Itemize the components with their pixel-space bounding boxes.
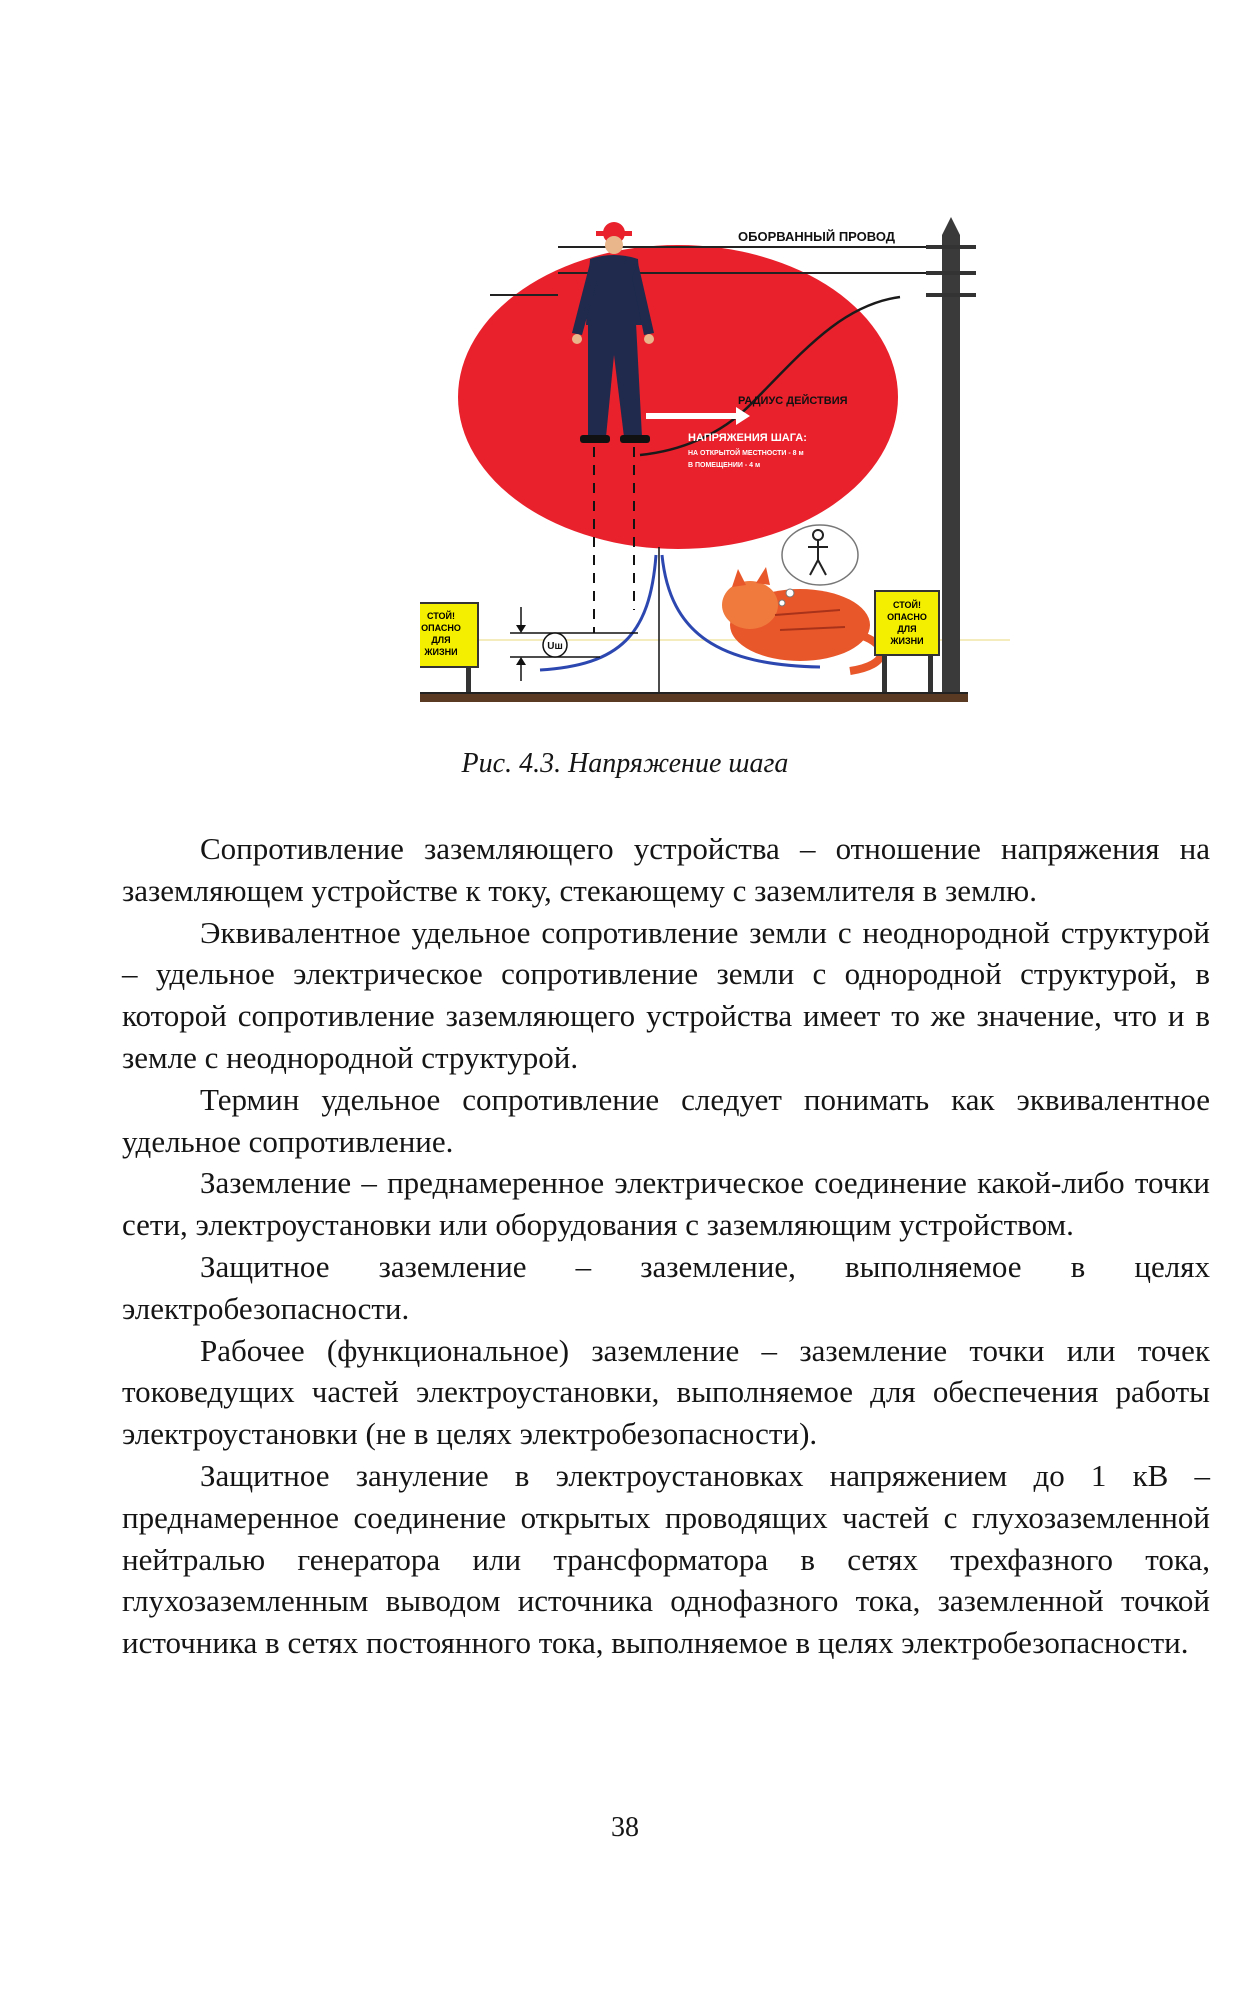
figure-caption: Рис. 4.3. Напряжение шага: [461, 748, 789, 779]
voltmeter-symbol: Uш: [547, 641, 563, 652]
paragraph: Эквивалентное удельное сопротивление земли с неоднородной структурой – удельное электрическое сопротивление земли с однородной структурой, в которой сопротивление заземляющего устройства имеет то же значение, что и в земле с неоднородной структурой.: [122, 914, 1210, 1075]
paragraph: Рабочее (функциональное) заземление – заземление точки или точек токоведущих частей электроустановки, выполняемое для обеспечения работы электроустановки (не в целях электробезопасности).: [122, 1332, 1210, 1452]
warning-sign-right: [875, 591, 939, 697]
paragraph: Термин удельное сопротивление следует понимать как эквивалентное удельное сопротивление.: [122, 1081, 1210, 1159]
svg-text:ЖИЗНИ: ЖИЗНИ: [424, 647, 458, 657]
thought-bubble: [782, 525, 858, 585]
svg-text:ДЛЯ: ДЛЯ: [431, 635, 451, 645]
paragraph: Заземление – преднамеренное электрическое соединение какой-либо точки сети, электроустановки или оборудования с заземляющим устройством.: [122, 1165, 1210, 1243]
pole: [942, 235, 960, 700]
body-text: [122, 828, 1210, 1664]
warning-sign-left: [420, 603, 478, 697]
pole-top: [942, 217, 960, 235]
step-voltage-figure: [420, 215, 1020, 715]
step-voltage-title: НАПРЯЖЕНИЯ ШАГА:: [688, 432, 807, 444]
paragraph: Защитное заземление – заземление, выполняемое в целях электробезопасности.: [122, 1248, 1210, 1326]
svg-text:ЖИЗНИ: ЖИЗНИ: [890, 636, 924, 646]
step-voltage-open: НА ОТКРЫТОЙ МЕСТНОСТИ - 8 м: [688, 450, 804, 457]
page-number: 38: [611, 1812, 639, 1843]
svg-text:ДЛЯ: ДЛЯ: [897, 624, 917, 634]
svg-text:ОПАСНО: ОПАСНО: [421, 623, 461, 633]
step-voltage-indoor: В ПОМЕЩЕНИИ - 4 м: [688, 462, 761, 469]
wire-label: ОБОРВАННЫЙ ПРОВОД: [738, 229, 896, 244]
svg-text:ОПАСНО: ОПАСНО: [887, 612, 927, 622]
radius-label: РАДИУС ДЕЙСТВИЯ: [738, 395, 848, 407]
paragraph: Защитное зануление в электроустановках напряжением до 1 кВ – преднамеренное соединение открытых проводящих частей с глухозаземленной нейтралью генератора или трансформатора в сетях трехфазного тока, глухозаземленным выводом источника однофазного тока, заземленной точкой источника в сетях постоянного тока, выполняемое в целях электробезопасности.: [122, 1457, 1210, 1661]
radius-arrow-shaft: [646, 413, 736, 419]
ground-strip: [420, 693, 968, 702]
paragraph: Сопротивление заземляющего устройства – отношение напряжения на заземляющем устройстве к току, стекающему с заземлителя в землю.: [122, 831, 1210, 908]
svg-text:СТОЙ!: СТОЙ!: [892, 600, 922, 610]
svg-text:СТОЙ!: СТОЙ!: [426, 611, 456, 621]
cat-illustration: [722, 567, 881, 671]
